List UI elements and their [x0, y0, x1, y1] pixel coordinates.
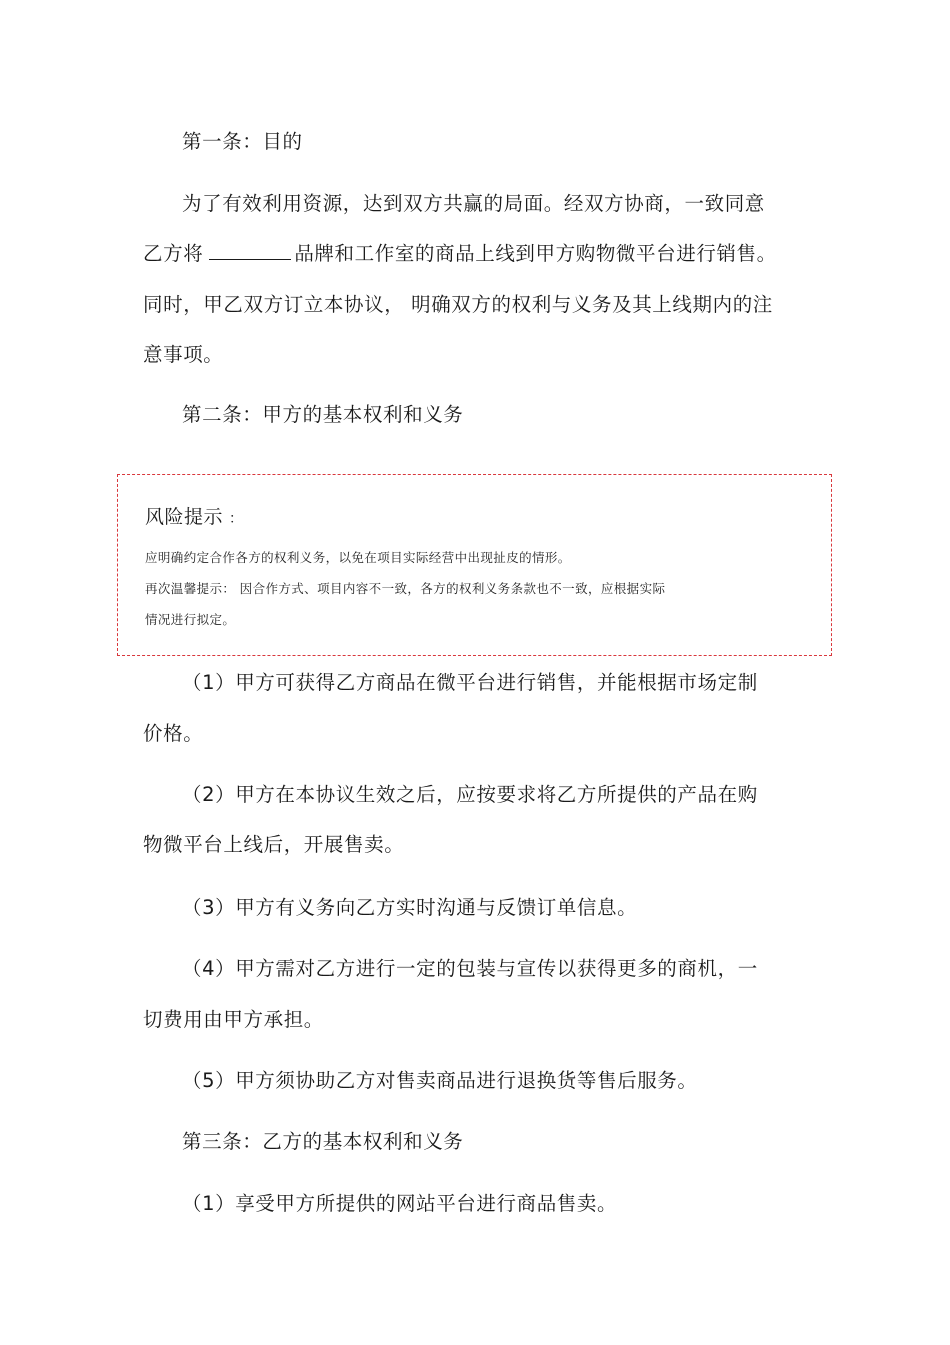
risk-notice-line1: 应明确约定合作各方的权利义务，以免在项目实际经营中出现扯皮的情形。 [145, 550, 571, 565]
article2-item1-line2: 价格。 [143, 722, 204, 745]
article2-item2-line2: 物微平台上线后，开展售卖。 [143, 833, 405, 856]
article1-para-line2-after: 品牌和工作室的商品上线到甲方购物微平台进行销售。 [294, 242, 777, 265]
article1-para-line3: 同时，甲乙双方订立本协议， 明确双方的权利与义务及其上线期内的注 [143, 293, 773, 316]
article1-para-line2-before: 乙方将 [143, 242, 204, 265]
article2-item4-line1: （4）甲方需对乙方进行一定的包装与宣传以获得更多的商机，一 [182, 957, 758, 980]
article1-para-line2 [143, 241, 777, 267]
risk-notice-line2: 再次温馨提示： 因合作方式、项目内容不一致，各方的权利义务条款也不一致，应根据实际 [145, 581, 666, 596]
risk-notice-box [117, 474, 832, 656]
article1-para-line4: 意事项。 [143, 343, 224, 366]
article1-para-line1: 为了有效利用资源，达到双方共赢的局面。经双方协商，一致同意 [182, 192, 765, 215]
article2-item4-line2: 切费用由甲方承担。 [143, 1008, 324, 1031]
article1-heading: 第一条：目的 [182, 130, 303, 153]
article2-heading: 第二条：甲方的基本权利和义务 [182, 403, 464, 426]
article3-heading: 第三条：乙方的基本权利和义务 [182, 1130, 464, 1153]
article2-item5-line1: （5）甲方须协助乙方对售卖商品进行退换货等售后服务。 [182, 1069, 698, 1092]
risk-notice-line3: 情况进行拟定。 [145, 612, 236, 627]
article2-item3-line1: （3）甲方有义务向乙方实时沟通与反馈订单信息。 [182, 896, 638, 919]
article3-item1-line1: （1）享受甲方所提供的网站平台进行商品售卖。 [182, 1192, 618, 1215]
risk-notice-title-colon: ： [229, 511, 244, 527]
risk-notice-title-text: 风险提示 [145, 506, 224, 528]
brand-blank-field [209, 241, 291, 260]
article2-item2-line1: （2）甲方在本协议生效之后，应按要求将乙方所提供的产品在购 [182, 783, 758, 806]
risk-notice-title [145, 504, 244, 532]
article2-item1-line1: （1）甲方可获得乙方商品在微平台进行销售，并能根据市场定制 [182, 671, 758, 694]
